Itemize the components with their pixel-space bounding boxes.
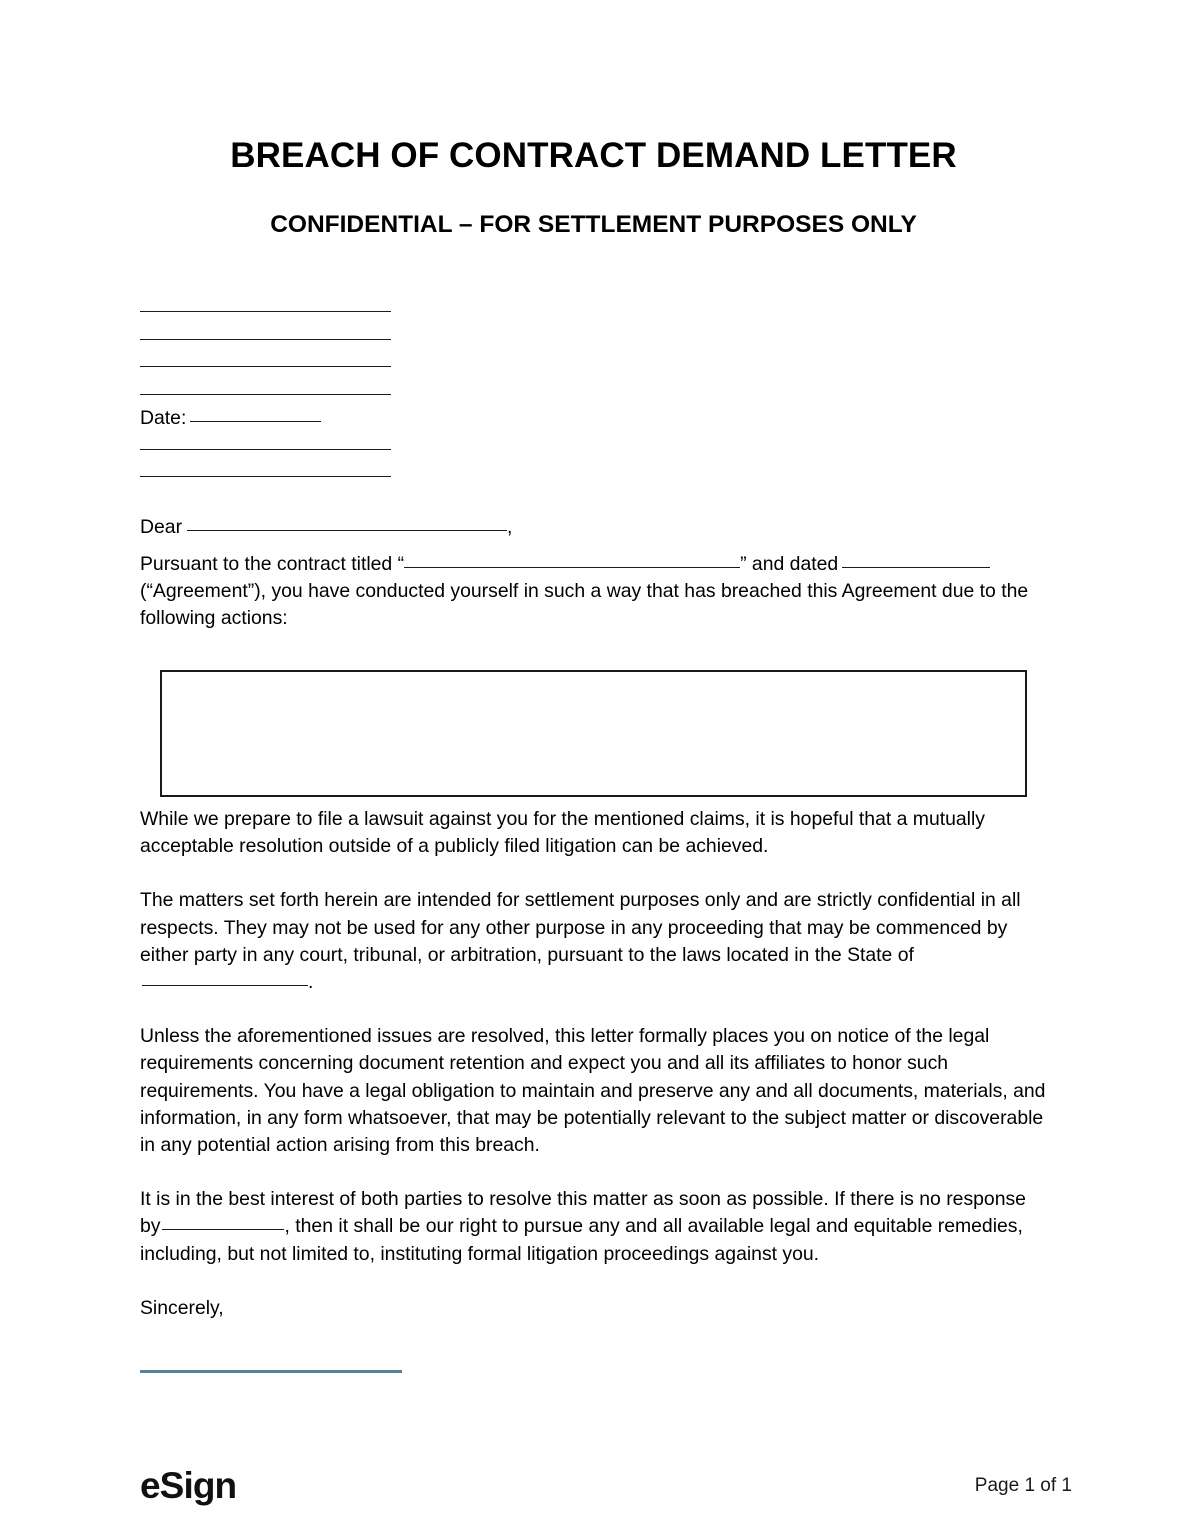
salutation-greeting: Dear	[140, 515, 183, 538]
pursuant-text-tail: (“Agreement”), you have conducted yourself in such a way that has breached this Agreement due to the following actions:	[140, 580, 1029, 630]
recipient-blank-1[interactable]	[140, 449, 391, 450]
address-blank-3[interactable]	[140, 366, 391, 367]
confidential-text-lead: The matters set forth herein are intended for settlement purposes only and are strictly confidential in all respects. They may not be used for any other purpose in any proceeding that may be commenced by either party in any court, tribunal, or arbitration, pursuant to the laws located in the State of	[140, 889, 1021, 966]
address-blank-4[interactable]	[140, 394, 391, 395]
paragraph-pursuant	[140, 551, 1047, 633]
salutation-row	[140, 514, 1047, 542]
page-footer	[140, 1458, 1072, 1512]
document-subtitle: CONFIDENTIAL – FOR SETTLEMENT PURPOSES ONLY	[270, 211, 917, 238]
page-title: BREACH OF CONTRACT DEMAND LETTER	[230, 136, 957, 175]
letter-body	[140, 295, 1047, 633]
address-line-2	[140, 323, 1047, 351]
address-line-4	[140, 378, 1047, 406]
salutation-comma: ,	[507, 515, 513, 538]
paragraph-retention: Unless the aforementioned issues are resolved, this letter formally places you on notice of the legal requirements concerning document retention and expect you and all its affiliates to honor such requirements. You have a legal obligation to maintain and preserve any and all documents, materials, and information, in any form whatsoever, that may be potentially relevant to the subject matter or discoverable in any potential action arising from this breach.	[140, 1025, 1046, 1157]
recipient-line-1	[140, 433, 1047, 461]
sender-address-block	[140, 295, 1047, 405]
date-field-row	[140, 405, 1047, 433]
recipient-address-block	[140, 433, 1047, 488]
closing-salutation: Sincerely,	[140, 1296, 224, 1319]
recipient-blank-2[interactable]	[140, 476, 391, 477]
deadline-text-tail: , then it shall be our right to pursue any and all available legal and equitable remedies, including, but not limited to, instituting formal litigation proceedings against you.	[140, 1215, 1023, 1265]
contract-date-blank[interactable]	[842, 567, 990, 568]
contract-title-blank[interactable]	[404, 567, 740, 568]
deadline-text-lead: It is in the best interest of both parties to resolve this matter as soon as possible. If there is no response by	[140, 1188, 1026, 1238]
signature-line[interactable]	[140, 1370, 402, 1373]
date-input-blank[interactable]	[190, 421, 321, 422]
paragraph-lawsuit: While we prepare to file a lawsuit against you for the mentioned claims, it is hopeful that a mutually acceptable resolution outside of a publicly filed litigation can be achieved.	[140, 808, 985, 858]
address-line-3	[140, 350, 1047, 378]
recipient-line-2	[140, 460, 1047, 488]
address-line-1	[140, 295, 1047, 323]
response-by-blank[interactable]	[162, 1229, 284, 1230]
recipient-name-blank[interactable]	[187, 530, 507, 531]
date-label: Date:	[140, 407, 187, 429]
esign-logo: eSign	[140, 1464, 237, 1506]
address-blank-2[interactable]	[140, 339, 391, 340]
address-blank-1[interactable]	[140, 311, 391, 312]
state-blank[interactable]	[142, 985, 308, 986]
paragraph-deadline	[140, 1186, 1047, 1268]
page-number: Page 1 of 1	[974, 1474, 1072, 1496]
letter-body-continued	[140, 806, 1047, 1373]
confidential-text-tail: .	[308, 971, 314, 994]
spacer-before-salutation	[140, 488, 1047, 514]
pursuant-text-mid: ” and dated	[740, 553, 839, 575]
paragraph-confidential	[140, 887, 1047, 996]
breach-description-box[interactable]	[160, 670, 1027, 797]
spacer-after-salutation	[140, 541, 1047, 551]
pursuant-text-lead: Pursuant to the contract titled “	[140, 553, 405, 575]
